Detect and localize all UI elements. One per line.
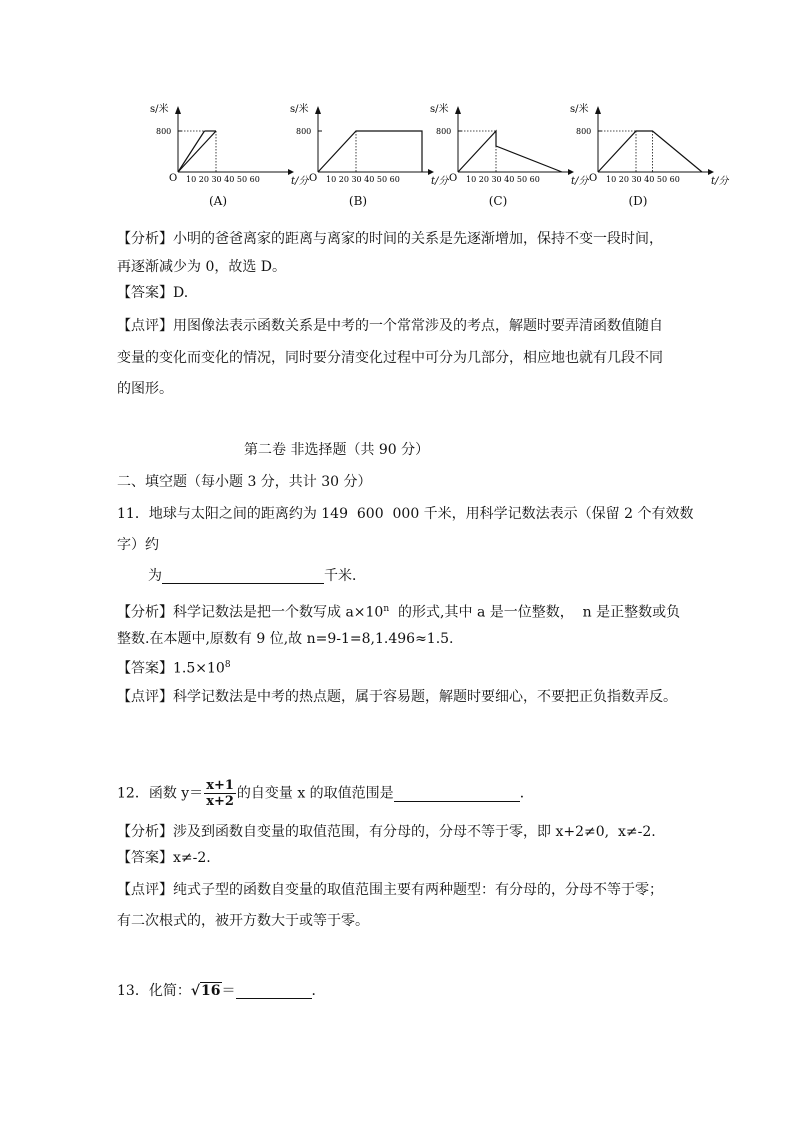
q13-stem-c: ． xyxy=(311,983,326,999)
section-title: 第二卷 非选择题（共 90 分） xyxy=(244,442,430,458)
x-tick-labels: 10 20 30 40 50 60 xyxy=(466,175,540,184)
q12-answer xyxy=(117,844,697,872)
y-tick-label: 800 xyxy=(156,127,172,136)
q11-comment xyxy=(117,683,697,711)
y-axis-arrow xyxy=(315,106,321,114)
comment-tag: 【点评】 xyxy=(117,882,173,898)
series-line xyxy=(458,131,562,172)
graph-option-a xyxy=(148,100,309,215)
y-axis-label: s/米 xyxy=(290,104,309,115)
q11-stem: 11．地球与太阳之间的距离约为 149 600 000 千米，用科学记数法表示（保留 2 个有效数 xyxy=(117,506,694,522)
q12-comment-line1: 纯式子型的函数自变量的取值范围主要有两种题型：有分母的，分母不等于零； xyxy=(173,882,663,898)
q12-comment-cont: 有二次根式的，被开方数大于或等于零。 xyxy=(117,913,369,929)
q10-comment-line2: 变量的变化而变化的情况，同时要分清变化过程中可分为几部分，相应地也就有几段不同 xyxy=(117,350,663,366)
q11-word: 为 xyxy=(148,568,162,584)
graph-option-d xyxy=(568,100,729,215)
q12-stem-b: 的自变量 x 的取值范围是 xyxy=(236,785,394,802)
q11-comment-text: 科学记数法是中考的热点题，属于容易题，解题时要细心，不要把正负指数弄反。 xyxy=(173,689,677,705)
origin-label: O xyxy=(309,173,318,184)
x-tick-labels: 10 20 30 40 50 60 xyxy=(186,175,260,184)
graph-b-caption: (B) xyxy=(348,194,368,208)
y-axis-label: s/米 xyxy=(570,104,589,115)
q11-analysis-cont: 整数.在本题中,原数有 9 位,故 n=9-1=8,1.496≈1.5. xyxy=(117,631,454,647)
section-subtitle: 二、填空题（每小题 3 分，共计 30 分） xyxy=(117,474,372,490)
q12-fraction-denominator: x+2 xyxy=(206,794,234,809)
q12-stem-a: 12．函数 y＝ xyxy=(117,785,204,802)
q11-answer-blank[interactable] xyxy=(162,567,324,584)
q11-answer-exponent: 8 xyxy=(224,660,231,670)
graph-d-caption: (D) xyxy=(628,194,648,208)
q12-comment xyxy=(117,876,697,904)
q13-radicand: 16 xyxy=(201,983,221,999)
q11-analysis-text-a: 科学记数法是把一个数写成 a×10 xyxy=(173,604,384,621)
q11-analysis xyxy=(117,595,697,627)
analysis-tag: 【分析】 xyxy=(117,824,173,840)
q10-analysis-cont xyxy=(117,253,697,281)
answer-tag: 【答案】 xyxy=(117,850,173,866)
y-axis-label: s/米 xyxy=(430,104,449,115)
q12-analysis-text: 涉及到函数自变量的取值范围，有分母的，分母不等于零，即 x+2≠0, x≠-2. xyxy=(173,824,656,840)
q10-analysis xyxy=(117,225,697,253)
series-line xyxy=(598,131,702,172)
x-axis-arrow xyxy=(708,169,714,175)
graph-c-plot xyxy=(428,100,589,192)
q13-stem xyxy=(117,977,697,1005)
y-tick-label: 800 xyxy=(576,127,592,136)
q12-fraction xyxy=(204,778,236,809)
graph-c-caption: (C) xyxy=(488,194,508,208)
y-axis-arrow xyxy=(595,106,601,114)
q13-radical: √16 xyxy=(190,983,221,999)
graph-option-b xyxy=(288,100,449,215)
x-tick-labels: 10 20 30 40 50 60 xyxy=(326,175,400,184)
y-axis-label: s/米 xyxy=(150,104,169,115)
y-axis-arrow xyxy=(455,106,461,114)
q11-answer xyxy=(117,651,697,683)
q10-comment-cont xyxy=(117,344,697,372)
answer-tag: 【答案】 xyxy=(117,660,173,677)
q12-stem xyxy=(117,778,697,809)
q10-comment-line3: 的图形。 xyxy=(117,381,173,397)
graph-a-caption: (A) xyxy=(208,194,228,208)
comment-tag: 【点评】 xyxy=(117,689,173,705)
graph-options-figure xyxy=(148,100,729,215)
q13-answer-blank[interactable] xyxy=(236,982,312,999)
q10-comment xyxy=(117,312,697,340)
q12-answer-blank[interactable] xyxy=(394,785,520,802)
q11-unit: 千米． xyxy=(324,568,366,584)
q12-stem-c: ． xyxy=(519,785,534,802)
y-tick-label: 800 xyxy=(296,127,312,136)
q10-analysis-line2: 再逐渐减少为 0，故选 D。 xyxy=(117,259,287,275)
series-line-steep xyxy=(178,131,204,172)
q11-analysis-text-b: 的形式,其中 a 是一位整数， n 是正整数或负 xyxy=(389,604,681,621)
origin-label: O xyxy=(589,173,598,184)
q11-answer-value: 1.5×10 xyxy=(173,660,225,677)
q10-analysis-line1: 小明的爸爸离家的距离与离家的时间的关系是先逐渐增加，保持不变一段时间， xyxy=(173,231,663,247)
q13-equals: ＝ xyxy=(221,983,236,999)
q10-answer-value: D. xyxy=(173,285,189,301)
x-axis-label: t/分 xyxy=(571,176,589,187)
graph-d-plot xyxy=(568,100,729,192)
q10-comment-line1: 用图像法表示函数关系是中考的一个常常涉及的考点，解题时要弄清函数值随自 xyxy=(173,318,663,334)
x-axis-label: t/分 xyxy=(711,176,729,187)
x-axis-label: t/分 xyxy=(291,176,309,187)
q13-stem-a: 13．化简： xyxy=(117,983,191,999)
q12-analysis xyxy=(117,818,697,846)
x-axis-label: t/分 xyxy=(431,176,449,187)
q11-stem-line3 xyxy=(148,562,728,590)
graph-a-plot xyxy=(148,100,309,192)
origin-label: O xyxy=(449,173,458,184)
series-line-up xyxy=(178,131,216,172)
series-line xyxy=(318,131,422,172)
analysis-tag: 【分析】 xyxy=(117,231,173,247)
graph-option-c xyxy=(428,100,589,215)
x-tick-labels: 10 20 30 40 50 60 xyxy=(606,175,680,184)
q12-fraction-numerator: x+1 xyxy=(206,778,234,793)
q10-comment-cont2 xyxy=(117,375,697,403)
graph-b-plot xyxy=(288,100,449,192)
y-axis-arrow xyxy=(175,106,181,114)
answer-tag: 【答案】 xyxy=(117,285,173,301)
origin-label: O xyxy=(169,173,178,184)
q11-analysis-exponent: n xyxy=(383,604,390,614)
analysis-tag: 【分析】 xyxy=(117,604,173,621)
q12-answer-value: x≠-2. xyxy=(173,850,211,866)
comment-tag: 【点评】 xyxy=(117,318,173,334)
q10-answer xyxy=(117,279,697,307)
q11-stem-cont: 字）约 xyxy=(117,537,159,553)
y-tick-label: 800 xyxy=(436,127,452,136)
